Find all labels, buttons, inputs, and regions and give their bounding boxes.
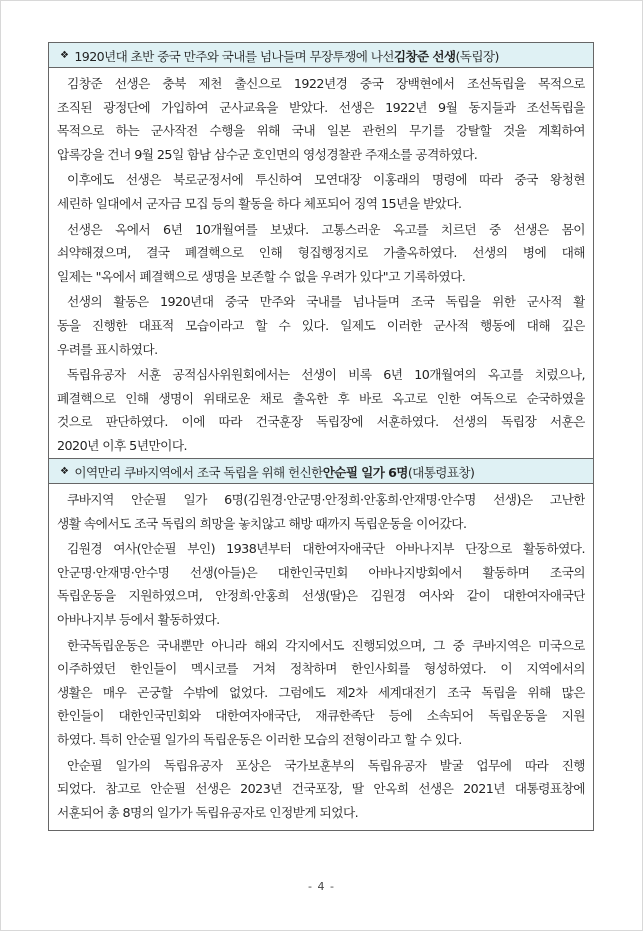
section-header-name: 김창준 선생 [393,48,456,64]
paragraph-line: 쿠바지역 안순필 일가 6명(김원경·안군명·안정희·안홍희·안재명·안수명 선생)은 고난한 [67,492,585,507]
paragraph-line: 선생의 활동은 1920년대 중국 만주와 국내를 넘나들며 조국 독립을 위한 군사적 활 [67,294,585,310]
section-header-award: (독립장) [455,48,499,64]
paragraph-line: 것으로 판단하였다. 이에 따라 건국훈장 독립장에 서훈하였다. 선생의 독립장 서훈은 [57,414,585,430]
section-header [48,42,594,68]
paragraph-line: 이후에도 선생은 북로군정서에 투신하여 모연대장 이홍래의 명령에 따라 중국 왕청현 [67,172,585,188]
paragraph-line: 2020년 이후 5년만이다. [57,437,188,453]
paragraph-line: 독립유공자 서훈 공적심사위원회에서는 선생이 비록 6년 10개월여의 옥고를 치렀으나, [67,367,585,383]
paragraph-line: 김원경 여사(안순필 부인) 1938년부터 대한여자애국단 아바나지부 단장으로 활동하였다. [67,541,585,557]
paragraph-line: 쇠약해졌으며, 결국 폐결핵으로 인해 형집행정지로 가출옥하였다. 선생의 병에 대해 [57,245,585,261]
paragraph-line: 하였다. 특히 안순필 일가의 독립운동은 이러한 모습의 전형이라고 할 수 있다. [57,731,462,747]
paragraph-line: 아바나지부 등에서 활동하였다. [57,611,220,627]
paragraph-line: 안순필 일가의 독립유공자 포상은 국가보훈부의 독립유공자 발굴 업무에 따라 진행 [67,757,585,773]
section-header-name: 안순필 일가 6명 [322,464,408,480]
section-body [48,484,594,831]
paragraph-line: 독립운동을 지원하였으며, 안정희·안홍희 선생(딸)은 김원경 여사와 같이 대한여자애국단 [57,588,585,604]
paragraph-line: 생활 속에서도 조국 독립의 희망을 놓치않고 해방 때까지 독립운동을 이어갔다. [57,515,467,531]
paragraph-line: 한국독립운동은 국내뿐만 아니라 해외 각지에서도 진행되었으며, 그 중 쿠바지역은 미국으로 [67,637,585,653]
diamond-bullet-icon: ❖ [60,49,69,61]
paragraph-line: 동을 진행한 대표적 모습이라고 할 수 있다. 일제도 이러한 군사적 행동에 대해 깊은 [57,317,585,333]
paragraph-line: 서훈되어 총 8명의 일가가 독립유공자로 인정받게 되었다. [57,804,359,820]
paragraph-line: 일제는 "옥에서 폐결핵으로 생명을 보존할 수 없을 우려가 있다"고 기록하였다. [57,268,466,284]
diamond-bullet-icon: ❖ [60,465,69,477]
paragraph-line: 되었다. 참고로 안순필 선생은 2023년 건국포장, 딸 안옥희 선생은 2021년 대통령표창에 [57,781,585,797]
paragraph-line: 안군명·안재명·안수명 선생(아들)은 대한인국민회 아바나지방회에서 활동하며 조국의 [57,564,585,580]
paragraph-line: 세린하 일대에서 군자금 모집 등의 활동을 하다 체포되어 징역 15년을 받았다. [57,195,462,211]
paragraph-line: 폐결핵으로 인해 생명이 위태로운 채로 출옥한 후 바로 옥고로 인한 여독으로 순국하였을 [57,390,585,406]
paragraph-line: 목적으로 하는 군사작전 수행을 위해 국내 일본 관헌의 무기를 강탈할 것을 계획하여 [57,123,585,139]
page-number: - 4 - [308,880,335,893]
section-body [48,68,594,465]
section-kim-changjun [48,42,594,465]
paragraph-line: 우려를 표시하였다. [57,341,158,357]
paragraph-line: 조직된 광정단에 가입하여 군사교육을 받았다. 선생은 1922년 9월 동지들과 조선독립을 [57,99,585,115]
section-header-title: 1920년대 초반 중국 만주와 국내를 넘나들며 무장투쟁에 나선 [74,48,394,64]
paragraph-line: 한인들이 대한인국민회와 대한여자애국단, 재큐한족단 등에 소속되어 독립운동을 지원 [57,708,585,724]
paragraph-line: 선생은 옥에서 6년 10개월여를 보냈다. 고통스러운 옥고를 치르던 중 선생은 몸이 [67,221,585,237]
paragraph-line: 이주하였던 한인들이 멕시코를 거쳐 정착하며 한인사회를 형성하였다. 이 지역에서의 [57,661,585,677]
section-header [48,458,594,484]
section-header-title: 이역만리 쿠바지역에서 조국 독립을 위해 헌신한 [74,464,323,480]
paragraph-line: 압록강을 건너 9월 25일 함남 삼수군 호인면의 영성경찰관 주재소를 공격하였다. [57,146,478,162]
section-header-award: (대통령표창) [407,464,475,480]
section-ahn-family [48,458,594,831]
paragraph-line: 김창준 선생은 충북 제천 출신으로 1922년경 중국 장백현에서 조선독립을 목적으로 [67,76,585,91]
paragraph-line: 생활은 매우 곤궁할 수밖에 없었다. 그럼에도 제2차 세계대전기 조국 독립을 위해 많은 [57,684,585,700]
